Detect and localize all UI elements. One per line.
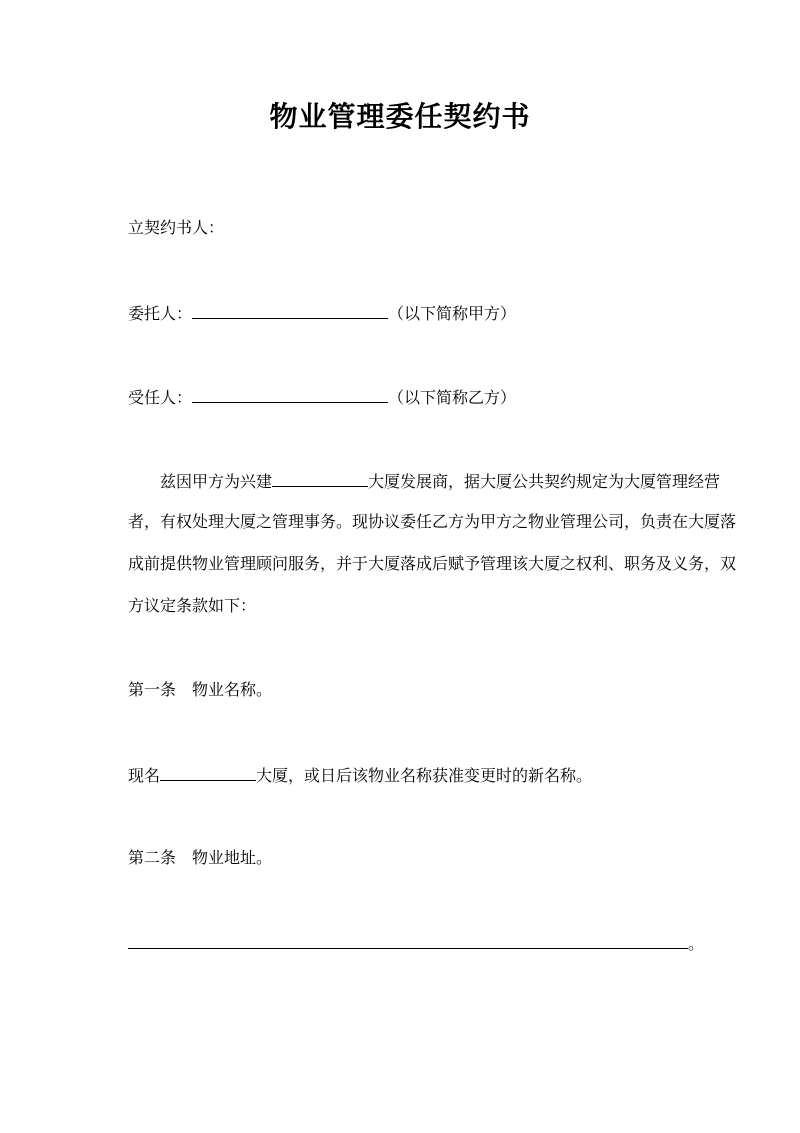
current-name-blank[interactable] [160, 762, 256, 781]
principal-label: 委托人： [128, 304, 193, 323]
article-1-prefix: 现名 [128, 766, 161, 785]
preamble-line-2: 者，有权处理大厦之管理事务。现协议委任乙方为甲方之物业管理公司，负责在大厦落 [128, 512, 737, 531]
building-name-blank[interactable] [272, 468, 368, 487]
preamble-prefix: 兹因甲方为兴建 [160, 472, 273, 491]
preamble-line-4: 方议定条款如下： [128, 596, 257, 615]
article-1-suffix: 大厦，或日后该物业名称获准变更时的新名称。 [256, 766, 593, 785]
agent-line [128, 384, 516, 410]
preamble-suffix: 大厦发展商，据大厦公共契约规定为大厦管理经营 [368, 472, 721, 491]
signatory-label: 立契约书人： [128, 218, 225, 237]
principal-name-blank[interactable] [192, 300, 388, 319]
principal-suffix: （以下简称甲方） [388, 304, 517, 323]
agent-label: 受任人： [128, 388, 193, 407]
address-suffix: 。 [688, 934, 705, 953]
document-title: 物业管理委任契约书 [269, 100, 531, 133]
preamble-line-3: 成前提供物业管理顾问服务，并于大厦落成后赋予管理该大厦之权利、职务及义务，双 [128, 554, 737, 573]
agent-name-blank[interactable] [192, 384, 388, 403]
principal-line [128, 300, 516, 326]
address-line [128, 930, 704, 956]
article-1-heading: 第一条 物业名称。 [128, 680, 273, 699]
article-1-body [128, 762, 592, 788]
address-blank[interactable] [128, 930, 688, 949]
agent-suffix: （以下简称乙方） [388, 388, 517, 407]
article-2-heading: 第二条 物业地址。 [128, 848, 273, 867]
preamble-line-1 [160, 468, 720, 494]
